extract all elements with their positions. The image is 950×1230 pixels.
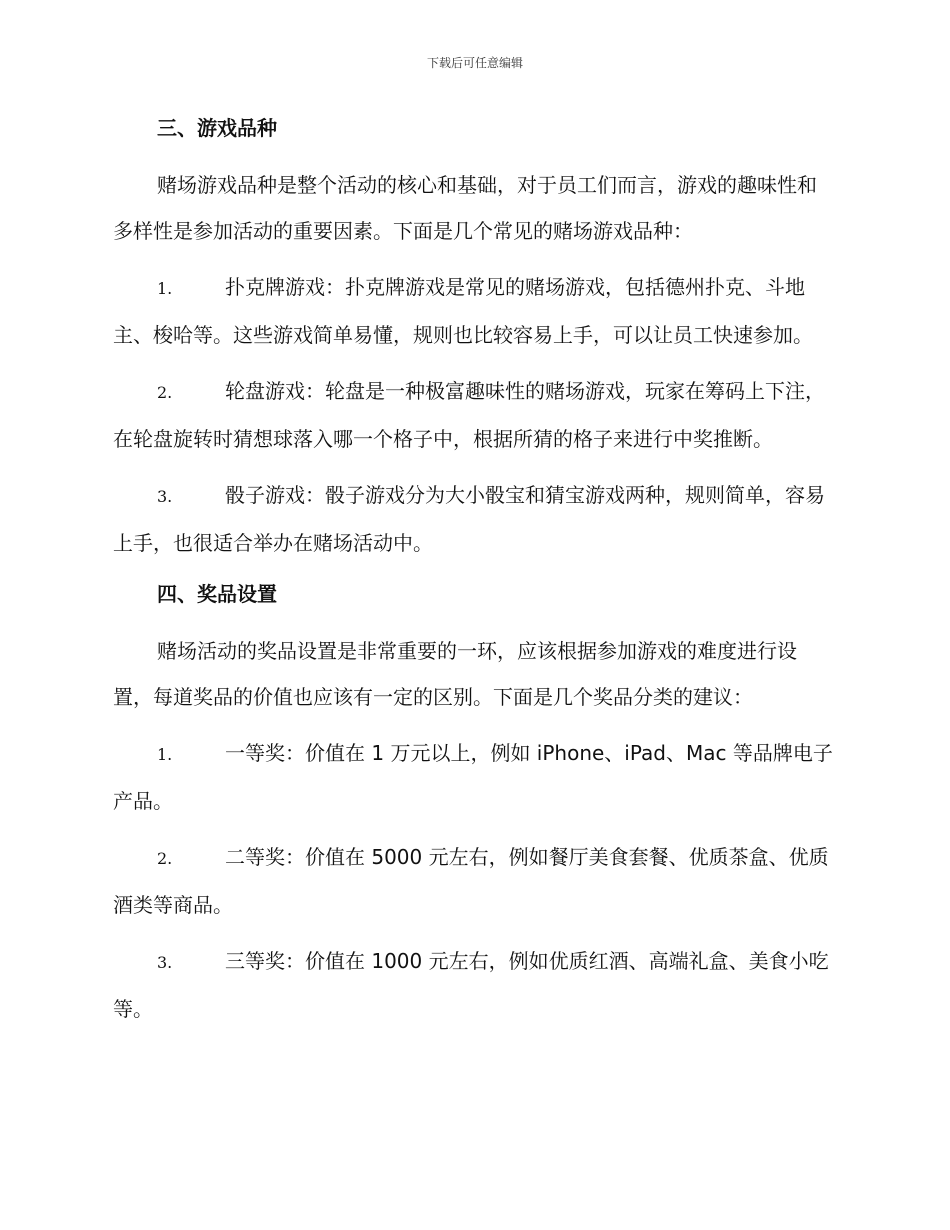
list-item-number: 1. <box>157 745 173 764</box>
document-body <box>113 110 835 1032</box>
list-item-number: 3. <box>157 953 173 972</box>
list-item <box>113 730 835 824</box>
section-4-heading: 四、奖品设置 <box>157 582 277 606</box>
list-item-number: 2. <box>157 383 173 402</box>
list-item-number: 3. <box>157 487 173 506</box>
list-item-number: 2. <box>157 849 173 868</box>
section-4-intro: 赌场活动的奖品设置是非常重要的一环，应该根据参加游戏的难度进行设置，每道奖品的价值也应该有一定的区别。下面是几个奖品分类的建议： <box>113 639 797 709</box>
list-item-text: 二等奖：价值在 5000 元左右，例如餐厅美食套餐、优质茶盒、优质酒类等商品。 <box>113 845 829 917</box>
section-3-heading: 三、游戏品种 <box>157 116 277 140</box>
section-3-intro: 赌场游戏品种是整个活动的核心和基础，对于员工们而言，游戏的趣味性和多样性是参加活动的重要因素。下面是几个常见的赌场游戏品种： <box>113 173 817 243</box>
list-item <box>113 264 835 358</box>
list-item <box>113 368 835 462</box>
list-item-number: 1. <box>157 279 173 298</box>
list-item-text: 三等奖：价值在 1000 元左右，例如优质红酒、高端礼盒、美食小吃等。 <box>113 949 829 1021</box>
list-item <box>113 834 835 928</box>
list-item-text: 扑克牌游戏：扑克牌游戏是常见的赌场游戏，包括德州扑克、斗地主、梭哈等。这些游戏简单易懂，规则也比较容易上手，可以让员工快速参加。 <box>113 275 813 347</box>
list-item-text: 轮盘游戏：轮盘是一种极富趣味性的赌场游戏，玩家在筹码上下注，在轮盘旋转时猜想球落入哪一个格子中，根据所猜的格子来进行中奖推断。 <box>113 379 825 451</box>
page-header: 下载后可任意编辑 <box>426 56 523 70</box>
list-item-text: 骰子游戏：骰子游戏分为大小骰宝和猜宝游戏两种，规则简单，容易上手，也很适合举办在赌场活动中。 <box>113 483 825 555</box>
list-item <box>113 472 835 566</box>
list-item <box>113 938 835 1032</box>
list-item-text: 一等奖：价值在 1 万元以上，例如 iPhone、iPad、Mac 等品牌电子产品。 <box>113 741 833 813</box>
